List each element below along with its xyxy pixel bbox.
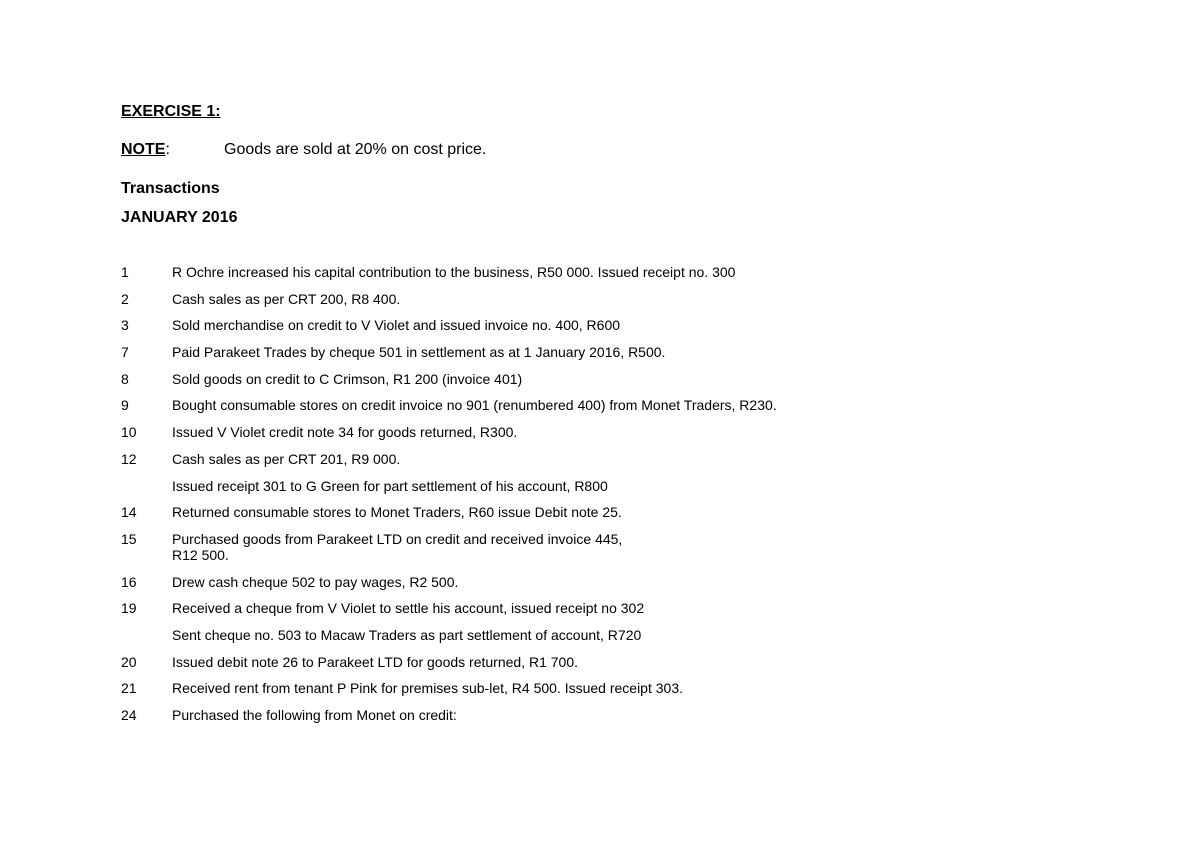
transaction-text: Purchased the following from Monet on credit: (172, 707, 457, 723)
transaction-row (121, 344, 1121, 360)
transaction-row (121, 680, 1121, 696)
transaction-text: Issued V Violet credit note 34 for goods returned, R300. (172, 424, 518, 441)
transaction-text: Sold merchandise on credit to V Violet and issued invoice no. 400, R600 (172, 317, 621, 334)
transaction-day: 19 (121, 600, 137, 617)
transaction-text: Cash sales as per CRT 201, R9 000. (172, 450, 401, 467)
transaction-text: Issued receipt 301 to G Green for part settlement of his account, R800 (172, 477, 608, 494)
transaction-row (121, 600, 1121, 616)
transaction-day: 20 (121, 653, 137, 670)
transaction-day: 8 (121, 370, 129, 387)
note-colon: : (165, 141, 170, 158)
transaction-row (121, 574, 1121, 590)
transaction-row (121, 478, 1121, 494)
transaction-row (121, 707, 1121, 723)
transaction-row (121, 317, 1121, 333)
exercise-title: EXERCISE 1: (121, 103, 221, 120)
transaction-text: Drew cash cheque 502 to pay wages, R2 500. (172, 573, 459, 590)
transaction-day: 7 (121, 344, 129, 361)
transaction-row (121, 654, 1121, 670)
transaction-text: R Ochre increased his capital contribution to the business, R50 000. Issued receipt no. 300 (172, 264, 736, 280)
transaction-row (121, 531, 1121, 563)
transaction-day: 16 (121, 573, 137, 590)
transaction-row (121, 451, 1121, 467)
transaction-text: Returned consumable stores to Monet Traders, R60 issue Debit note 25. (172, 504, 622, 521)
transaction-day: 21 (121, 680, 137, 697)
transaction-text: Paid Parakeet Trades by cheque 501 in settlement as at 1 January 2016, R500. (172, 344, 666, 361)
transaction-row (121, 371, 1121, 387)
transaction-day: 14 (121, 504, 137, 521)
note-label: NOTE (121, 141, 166, 158)
transaction-day: 9 (121, 397, 129, 414)
transaction-day: 10 (121, 424, 137, 441)
note-line (121, 140, 487, 160)
transaction-text: Cash sales as per CRT 200, R8 400. (172, 290, 401, 307)
transaction-row (121, 264, 1121, 280)
transaction-text: Bought consumable stores on credit invoice no 901 (renumbered 400) from Monet Traders, R230. (172, 397, 777, 414)
note-text: Goods are sold at 20% on cost price. (224, 141, 487, 158)
transactions-list (121, 264, 1121, 734)
transaction-day: 12 (121, 450, 137, 467)
transaction-text: Received a cheque from V Violet to settle his account, issued receipt no 302 (172, 600, 645, 617)
transaction-day: 1 (121, 264, 129, 280)
transaction-row (121, 397, 1121, 413)
transaction-day: 15 (121, 530, 137, 547)
transaction-text: Issued debit note 26 to Parakeet LTD for goods returned, R1 700. (172, 653, 578, 670)
transaction-day: 24 (121, 707, 137, 723)
transaction-row (121, 504, 1121, 520)
transaction-row (121, 627, 1121, 643)
transaction-text: Purchased goods from Parakeet LTD on credit and received invoice 445, R12 500. (172, 530, 623, 563)
transaction-text: Sold goods on credit to C Crimson, R1 200 (invoice 401) (172, 370, 523, 387)
transaction-row (121, 291, 1121, 307)
period-heading: JANUARY 2016 (121, 209, 238, 226)
transactions-heading: Transactions (121, 180, 220, 197)
transaction-day: 3 (121, 317, 129, 334)
transaction-day: 2 (121, 290, 129, 307)
transaction-row (121, 424, 1121, 440)
transaction-text: Received rent from tenant P Pink for premises sub-let, R4 500. Issued receipt 303. (172, 680, 683, 697)
transaction-text: Sent cheque no. 503 to Macaw Traders as part settlement of account, R720 (172, 626, 642, 643)
